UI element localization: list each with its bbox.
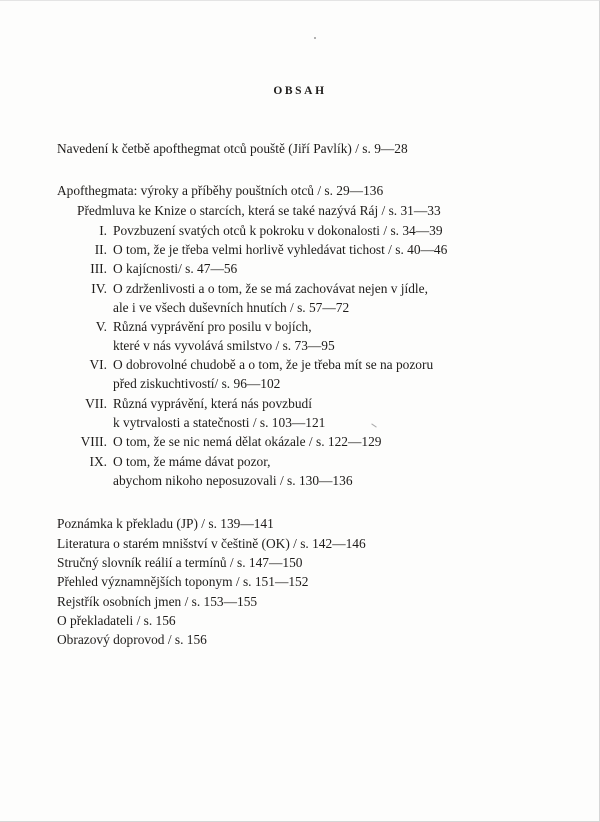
paper-speck — [314, 37, 316, 39]
chapter-title: Různá vyprávění, která nás povzbudí — [113, 396, 312, 411]
chapter-title: O tom, že se nic nemá dělat okázale / s. 122—129 — [113, 434, 382, 449]
toc-entry-apophthegmata: Apofthegmata: výroky a příběhy pouštních otců / s. 29—136 — [57, 183, 384, 198]
page-title: OBSAH — [273, 85, 327, 97]
chapter-title: O kajícnosti/ s. 47—56 — [113, 261, 238, 276]
toc-entry-appendix: Přehled významnějších toponym / s. 151—152 — [57, 574, 309, 589]
chapter-title-continued: abychom nikoho neposuzovali / s. 130—136 — [113, 473, 353, 488]
chapter-number: II. — [94, 242, 107, 257]
chapter-number: III. — [90, 261, 107, 276]
toc-entry-appendix: O překladateli / s. 156 — [57, 613, 176, 628]
chapter-title: Povzbuzení svatých otců k pokroku v dokonalosti / s. 34—39 — [113, 223, 443, 238]
toc-entry-appendix: Stručný slovník reálií a termínů / s. 147—150 — [57, 555, 303, 570]
paper-speck — [371, 423, 376, 427]
chapter-number: V. — [95, 319, 107, 334]
chapter-number: VII. — [85, 396, 107, 411]
chapter-number: VI. — [89, 357, 107, 372]
toc-entry-appendix: Obrazový doprovod / s. 156 — [57, 632, 207, 647]
chapter-number: IV. — [91, 281, 107, 296]
toc-entry-appendix: Literatura o starém mnišství v češtině (OK) / s. 142—146 — [57, 536, 366, 551]
chapter-title: Různá vyprávění pro posilu v bojích, — [113, 319, 312, 334]
toc-entry-intro: Navedení k četbě apofthegmat otců pouště (Jiří Pavlík) / s. 9—28 — [57, 141, 408, 156]
chapter-title: O tom, že máme dávat pozor, — [113, 454, 271, 469]
chapter-title: O tom, že je třeba velmi horlivě vyhledávat tichost / s. 40—46 — [113, 242, 448, 257]
chapter-title-continued: před ziskuchtivostí/ s. 96—102 — [113, 376, 281, 391]
chapter-title-continued: ale i ve všech duševních hnutích / s. 57—72 — [113, 300, 350, 315]
chapter-number: I. — [99, 223, 107, 238]
toc-entry-appendix: Poznámka k překladu (JP) / s. 139—141 — [57, 516, 274, 531]
chapter-title-continued: které v nás vyvolává smilstvo / s. 73—95 — [113, 338, 335, 353]
chapter-title-continued: k vytrvalosti a statečnosti / s. 103—121 — [113, 415, 326, 430]
toc-entry-preface: Předmluva ke Knize o starcích, která se také nazývá Ráj / s. 31—33 — [77, 203, 441, 218]
chapter-title: O dobrovolné chudobě a o tom, že je třeba mít se na pozoru — [113, 357, 434, 372]
chapter-title: O zdrženlivosti a o tom, že se má zachovávat nejen v jídle, — [113, 281, 428, 296]
toc-entry-appendix: Rejstřík osobních jmen / s. 153—155 — [57, 594, 258, 609]
chapter-number: VIII. — [80, 434, 107, 449]
chapter-number: IX. — [89, 454, 107, 469]
